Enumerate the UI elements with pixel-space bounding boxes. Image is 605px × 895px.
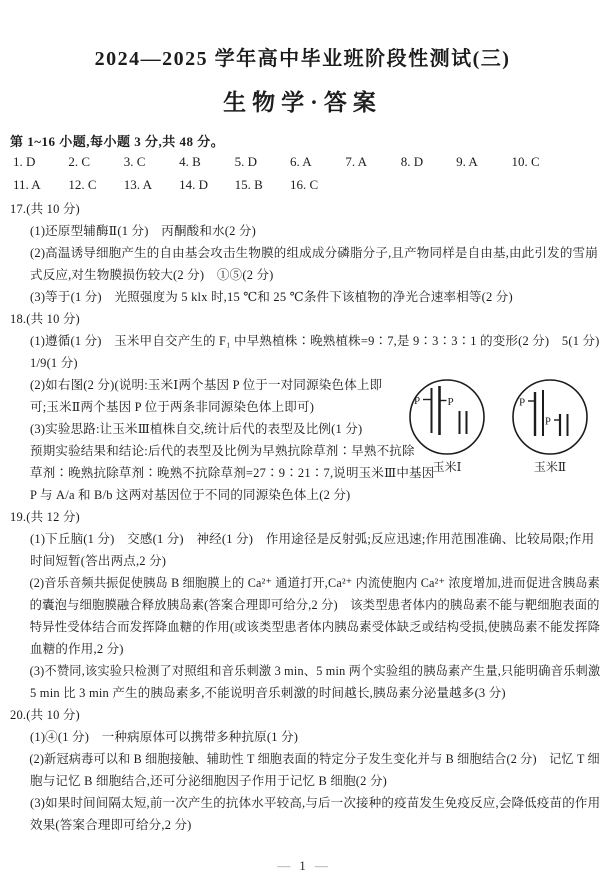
question-header: 19.(共 12 分) — [10, 510, 80, 524]
mc-answer: 5. D — [234, 154, 257, 169]
answer-line: (1)下丘脑(1 分) 交感(1 分) 神经(1 分) 作用途径是反射弧;反应迅速;作用范围准确、比较局限;作用 — [30, 532, 595, 546]
answer-line: 胞与记忆 B 细胞结合,还可分泌细胞因子作用于记忆 B 细胞(2 分) — [30, 774, 388, 788]
mc-answer-row — [13, 154, 567, 170]
footer-number: 1 — [299, 858, 306, 873]
page-title: 2024—2025 学年高中毕业班阶段性测试(三) — [94, 48, 511, 70]
mc-section-intro: 第 1~16 小题,每小题 3 分,共 48 分。 — [10, 134, 225, 149]
answer-body — [10, 198, 600, 836]
corn1-cell-circle — [410, 380, 484, 454]
answer-line: (2)如右图(2 分)(说明:玉米Ⅰ两个基因 P 位于一对同源染色体上即 — [30, 378, 383, 392]
answer-line: 式反应,对生物膜损伤较大(2 分) ①⑤(2 分) — [30, 268, 274, 282]
mc-answer-row — [13, 177, 345, 193]
answer-line: 血糖的作用,2 分) — [30, 642, 124, 656]
footer-dash-right: — — [314, 858, 328, 873]
question-header: 17.(共 10 分) — [10, 202, 80, 216]
answer-line: 5 min 比 3 min 产生的胰岛素多,不能说明音乐刺激的时间越长,胰岛素分泌量越多(3 分) — [30, 686, 506, 700]
mc-answer: 15. B — [234, 177, 263, 192]
answer-line: P 与 A/a 和 B/b 这两对基因位于不同的同源染色体上(2 分) — [30, 488, 351, 502]
answer-line: 1/9(1 分) — [30, 356, 78, 370]
answer-line: (2)高温诱导细胞产生的自由基会攻击生物膜的组成成分磷脂分子,且产物同样是自由基,由此引发的雪崩 — [30, 246, 598, 260]
corn2-gene-label-long: P — [519, 396, 526, 409]
answer-line: 的囊泡与细胞膜融合释放胰岛素(答案合理即可给分,2 分) 该类型患者体内的胰岛素不能与靶细胞表面的 — [29, 598, 600, 612]
page-number — [0, 858, 605, 874]
answer-line: (1)还原型辅酶Ⅱ(1 分) 丙酮酸和水(2 分) — [30, 224, 256, 238]
answer-line: (2)新冠病毒可以和 B 细胞接触、辅助性 T 细胞表面的特定分子发生变化并与 B 细胞结合(2 分) 记忆 T 细 — [29, 752, 600, 766]
page-subtitle: 生物学·答案 — [223, 90, 382, 115]
answer-line: (3)等于(1 分) 光照强度为 5 klx 时,15 ℃和 25 ℃条件下该植物的净光合速率相等(2 分) — [30, 290, 513, 304]
answer-line: (3)不赞同,该实验只检测了对照组和音乐刺激 3 min、5 min 两个实验组的胰岛素产生量,只能明确音乐刺激 — [29, 664, 601, 678]
answer-line: (1)④(1 分) 一种病原体可以携带多种抗原(1 分) — [30, 730, 299, 744]
answer-line: (3)如果时间间隔太短,前一次产生的抗体水平较高,与后一次接种的疫苗发生免疫反应,会降低疫苗的作用 — [29, 796, 601, 810]
chromosome-figure — [404, 372, 602, 482]
corn2-label: 玉米Ⅱ — [533, 460, 567, 474]
corn1-gene-label-left: P — [414, 395, 421, 407]
mc-answer: 9. A — [456, 154, 478, 169]
answer-line: 效果(答案合理即可给分,2 分) — [30, 818, 192, 832]
mc-answer: 1. D — [13, 154, 36, 169]
footer-dash-left: — — [277, 858, 291, 873]
answer-line: (2)音乐音频共振促使胰岛 B 细胞膜上的 Ca²⁺ 通道打开,Ca²⁺ 内流使胞内 Ca²⁺ 浓度增加,进而促进含胰岛素 — [29, 576, 600, 590]
answer-line: 时间短暂(答出两点,2 分) — [30, 554, 167, 568]
mc-answer: 7. A — [345, 154, 368, 169]
mc-answer: 6. A — [289, 154, 312, 169]
mc-answer: 4. B — [179, 154, 201, 169]
answer-line: 草剂∶晚熟抗除草剂∶晚熟不抗除草剂=27∶9∶21∶7,说明玉米Ⅲ中基因 — [30, 466, 435, 480]
mc-answer: 13. A — [123, 177, 152, 192]
mc-answer: 16. C — [289, 177, 319, 192]
mc-answer: 2. C — [68, 154, 91, 169]
question-header: 20.(共 10 分) — [10, 708, 80, 722]
question-header: 18.(共 10 分) — [10, 312, 80, 326]
mc-answer: 11. A — [13, 177, 41, 192]
answer-line: 预期实验结果和结论:后代的表型及比例为早熟抗除草剂∶早熟不抗除 — [30, 444, 415, 458]
corn1-gene-label-right: P — [447, 396, 454, 408]
mc-answer: 10. C — [511, 154, 540, 169]
answer-line: 特异性受体结合而发挥降血糖的作用(或该类型患者体内胰岛素受体缺乏或结构受损,使胰岛素不能发挥降 — [29, 620, 601, 634]
mc-answer: 8. D — [400, 154, 424, 169]
mc-answer: 3. C — [123, 154, 146, 169]
mc-answer: 12. C — [68, 177, 97, 192]
answer-line: 可;玉米Ⅱ两个基因 P 位于两条非同源染色体上即可) — [30, 400, 315, 414]
chromosome-figure-svg — [404, 372, 602, 482]
corn1-label: 玉米Ⅰ — [432, 460, 462, 474]
mc-answer: 14. D — [179, 177, 209, 192]
answer-line: (3)实验思路:让玉米Ⅲ植株自交,统计后代的表型及比例(1 分) — [30, 422, 363, 436]
corn2-gene-label-short: P — [545, 416, 551, 428]
answer-line: (1)遵循(1 分) 玉米甲自交产生的 F₁ 中早熟植株∶晚熟植株=9∶7,是 9∶3∶3∶1 的变形(2 分) 5(1 分) — [29, 334, 600, 348]
